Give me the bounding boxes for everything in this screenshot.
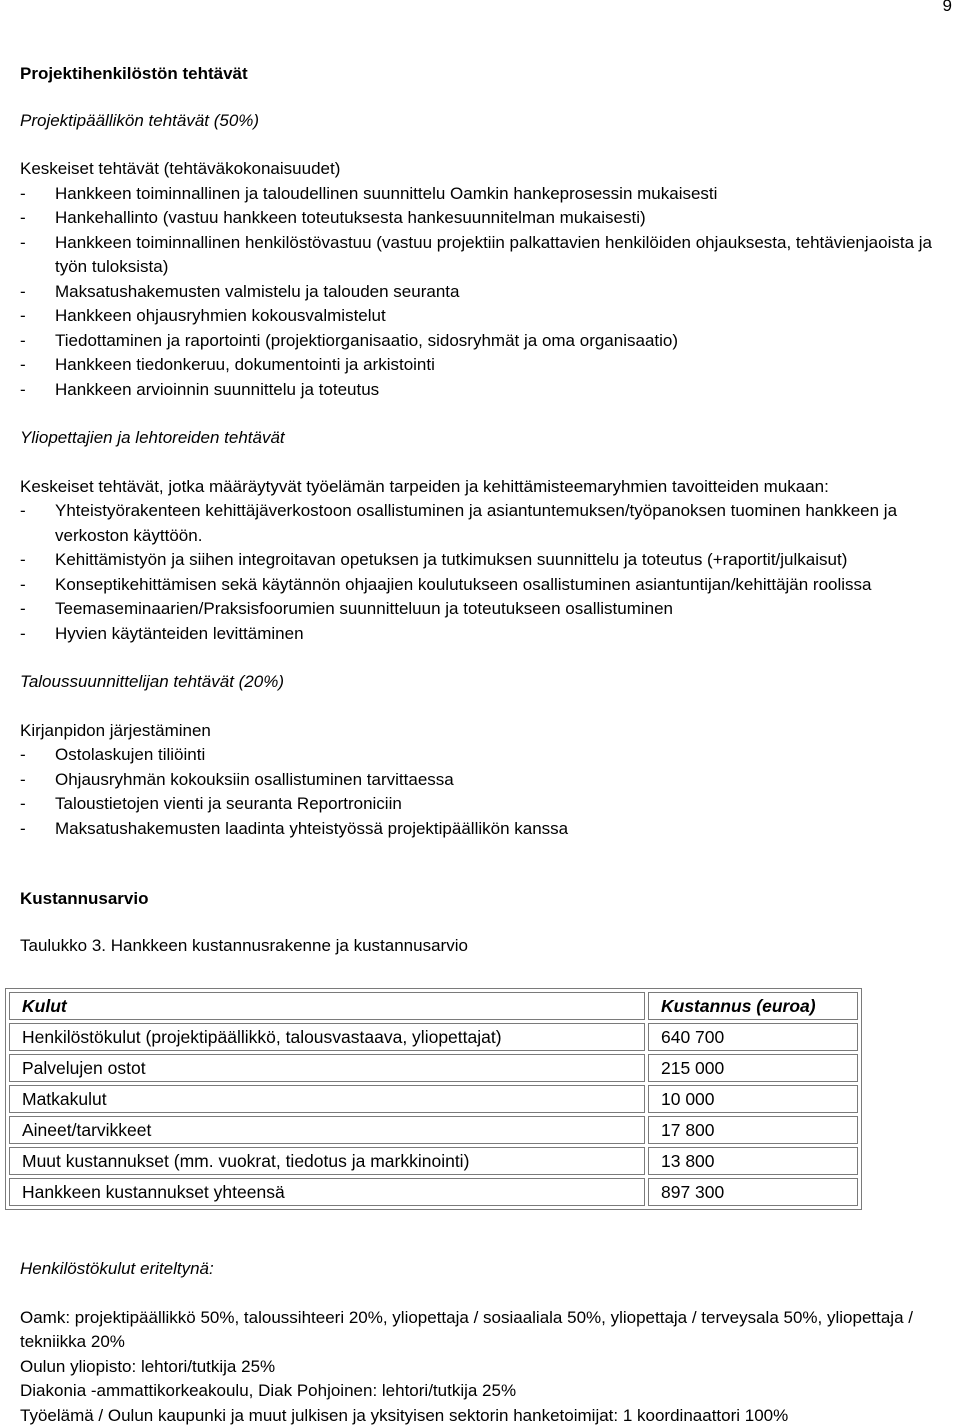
list-item: - Hyvien käytänteiden levittäminen [20, 622, 955, 647]
table-caption: Taulukko 3. Hankkeen kustannusrakenne ja kustannusarvio [20, 934, 955, 959]
list-item: - Hankkeen arvioinnin suunnittelu ja toteutus [20, 378, 955, 403]
list-item: - Tiedottaminen ja raportointi (projektiorganisaatio, sidosryhmät ja oma organisaatio) [20, 329, 955, 354]
table-row [9, 1116, 858, 1144]
list-item: - Kehittämistyön ja siihen integroitavan opetuksen ja tutkimuksen suunnittelu ja toteutus (+raportit/julkaisut) [20, 548, 955, 573]
table-row [9, 1023, 858, 1051]
list-item: - Hankkeen ohjausryhmien kokousvalmistelut [20, 304, 955, 329]
table-cell: 640 700 [648, 1023, 858, 1051]
personnel-section [20, 1257, 955, 1428]
personnel-heading: Henkilöstökulut eriteltynä: [20, 1257, 955, 1282]
budget-title: Kustannusarvio [20, 887, 955, 912]
table-cell: 13 800 [648, 1147, 858, 1175]
table-cell: Aineet/tarvikkeet [9, 1116, 645, 1144]
table-cell: Matkakulut [9, 1085, 645, 1113]
finance-heading: Taloussuunnittelijan tehtävät (20%) [20, 670, 955, 695]
list-item: - Maksatushakemusten laadinta yhteistyössä projektipäällikön kanssa [20, 817, 955, 842]
list-item: - Hankkeen toiminnallinen henkilöstövastuu (vastuu projektiin palkattavien henkilöiden ohjauksesta, tehtävienjaoista ja työn tuloksista) [20, 231, 955, 280]
list-item: - Ostolaskujen tiliöinti [20, 743, 955, 768]
table-cell: Palvelujen ostot [9, 1054, 645, 1082]
table-cell: 10 000 [648, 1085, 858, 1113]
personnel-line: Työelämä / Oulun kaupunki ja muut julkisen ja yksityisen sektorin hanketoimijat: 1 koordinaattori 100% [20, 1404, 955, 1428]
list-item: - Yhteistyörakenteen kehittäjäverkostoon osallistuminen ja asiantuntemuksen/työpanoksen tuominen hankkeen ja verkoston käyttöön. [20, 499, 955, 548]
finance-task-list [20, 743, 955, 841]
list-item: - Hankkeen toiminnallinen ja taloudellinen suunnittelu Oamkin hankeprosessin mukaisesti [20, 182, 955, 207]
header-cell: Kulut [9, 992, 645, 1020]
table-row [9, 1178, 858, 1206]
teachers-heading: Yliopettajien ja lehtoreiden tehtävät [20, 426, 955, 451]
page-number: 9 [943, 0, 952, 16]
manager-task-list [20, 182, 955, 403]
list-item: - Taloustietojen vienti ja seuranta Reportroniciin [20, 792, 955, 817]
table-row [9, 1054, 858, 1082]
finance-intro: Kirjanpidon järjestäminen [20, 719, 955, 744]
list-item: - Ohjausryhmän kokouksiin osallistuminen tarvittaessa [20, 768, 955, 793]
list-item: - Maksatushakemusten valmistelu ja talouden seuranta [20, 280, 955, 305]
teachers-task-list [20, 499, 955, 646]
header-cell: Kustannus (euroa) [648, 992, 858, 1020]
manager-heading: Projektipäällikön tehtävät (50%) [20, 109, 955, 134]
table-cell: Hankkeen kustannukset yhteensä [9, 1178, 645, 1206]
teachers-intro: Keskeiset tehtävät, jotka määräytyvät työelämän tarpeiden ja kehittämisteemaryhmien tavoitteiden mukaan: [20, 475, 955, 500]
table-row [9, 1085, 858, 1113]
document-body [20, 62, 955, 958]
table-cell: Henkilöstökulut (projektipäällikkö, talousvastaava, yliopettajat) [9, 1023, 645, 1051]
table-cell: Muut kustannukset (mm. vuokrat, tiedotus ja markkinointi) [9, 1147, 645, 1175]
list-item: - Hankkeen tiedonkeruu, dokumentointi ja arkistointi [20, 353, 955, 378]
table-header-row [9, 992, 858, 1020]
personnel-line: Oamk: projektipäällikkö 50%, taloussihteeri 20%, yliopettaja / sosiaaliala 50%, yliopettaja / terveysala 50%, yliopettaja / tekniikka 20% [20, 1306, 955, 1355]
manager-intro: Keskeiset tehtävät (tehtäväkokonaisuudet) [20, 157, 955, 182]
table-row [9, 1147, 858, 1175]
personnel-line: Diakonia -ammattikorkeakoulu, Diak Pohjoinen: lehtori/tutkija 25% [20, 1379, 955, 1404]
table-cell: 215 000 [648, 1054, 858, 1082]
list-item: - Hankehallinto (vastuu hankkeen toteutuksesta hankesuunnitelman mukaisesti) [20, 206, 955, 231]
table-cell: 17 800 [648, 1116, 858, 1144]
cost-table [5, 988, 862, 1210]
list-item: - Konseptikehittämisen sekä käytännön ohjaajien koulutukseen osallistuminen asiantuntijan/kehittäjän roolissa [20, 573, 955, 598]
personnel-line: Oulun yliopisto: lehtori/tutkija 25% [20, 1355, 955, 1380]
section-title: Projektihenkilöstön tehtävät [20, 62, 955, 87]
list-item: - Teemaseminaarien/Praksisfoorumien suunnitteluun ja toteutukseen osallistuminen [20, 597, 955, 622]
table-cell: 897 300 [648, 1178, 858, 1206]
